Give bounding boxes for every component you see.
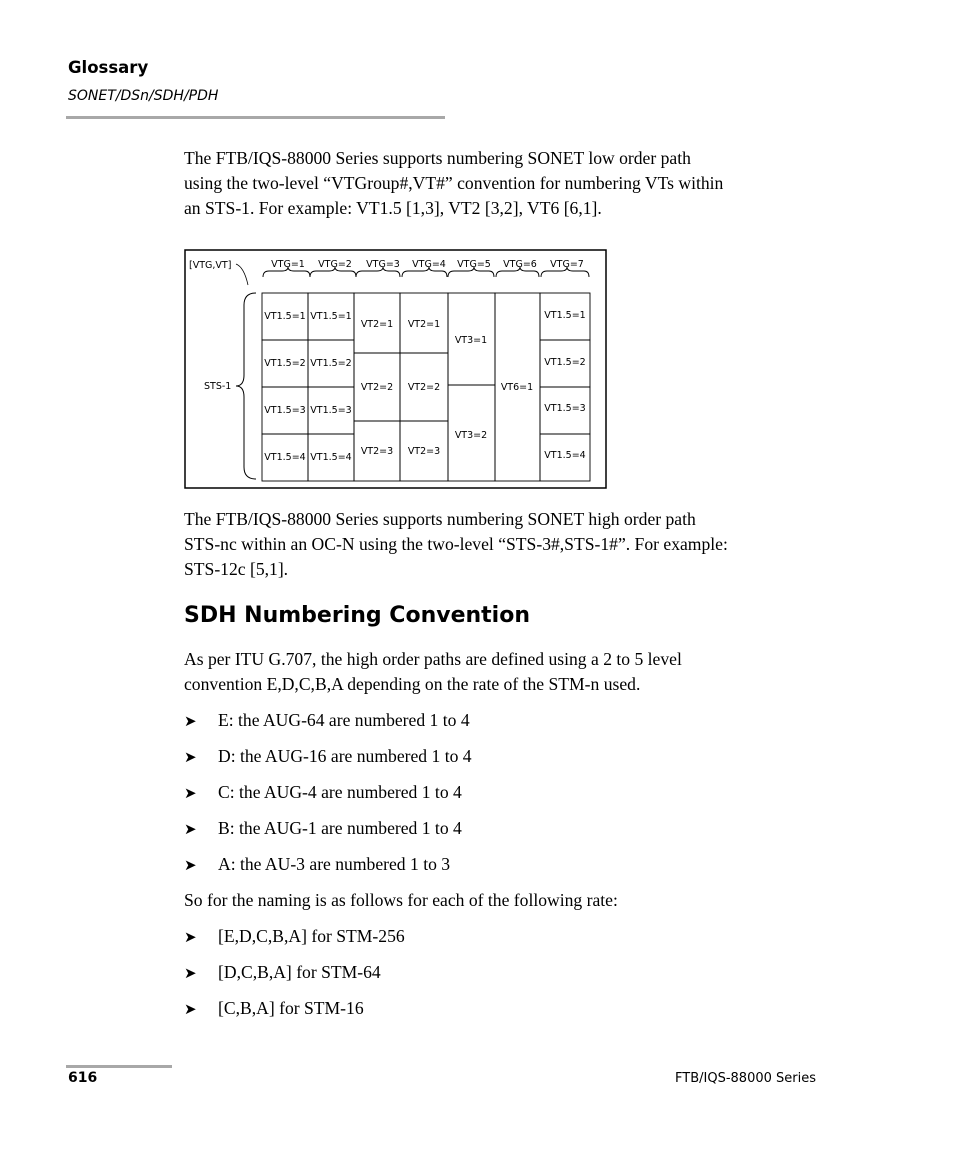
list-item-text: [D,C,B,A] for STM-64: [218, 962, 381, 982]
high-order-paragraph: [184, 507, 834, 582]
vt-cell-label: VT2=1: [360, 319, 394, 330]
group-label: VTG=3: [366, 259, 400, 270]
high-order-line: STS-nc within an OC-N using the two-level “STS-3#,STS-1#”. For example:: [184, 534, 728, 554]
vt-cell-label: VT6=1: [500, 382, 534, 393]
bullet-arrow-icon: ➤: [184, 928, 197, 946]
row-label: STS-1: [204, 381, 232, 392]
list-item: [184, 708, 470, 734]
intro-paragraph: [184, 146, 834, 221]
group-label: VTG=4: [412, 259, 446, 270]
vt-cell-label: VT1.5=2: [310, 358, 352, 369]
list-item-text: B: the AUG-1 are numbered 1 to 4: [218, 818, 462, 838]
section-heading: SDH Numbering Convention: [184, 603, 530, 628]
list-item-text: [E,D,C,B,A] for STM-256: [218, 926, 405, 946]
vt-numbering-diagram: [184, 249, 608, 490]
vt-cell-label: VT1.5=1: [264, 311, 306, 322]
list-item: [184, 852, 450, 878]
group-label: VTG=2: [318, 259, 352, 270]
vt-cell-label: VT2=3: [407, 446, 441, 457]
vt-cell-label: VT2=2: [407, 382, 441, 393]
high-order-line: The FTB/IQS-88000 Series supports numbering SONET high order path: [184, 509, 696, 529]
list-item-text: D: the AUG-16 are numbered 1 to 4: [218, 746, 472, 766]
sdh-line: As per ITU G.707, the high order paths are defined using a 2 to 5 level: [184, 649, 682, 669]
page-number: 616: [68, 1070, 98, 1086]
intro-line: using the two-level “VTGroup#,VT#” convention for numbering VTs within: [184, 173, 724, 193]
vt-cell-label: VT1.5=1: [310, 311, 352, 322]
vt-cell-label: VT1.5=1: [544, 310, 586, 321]
corner-label: [VTG,VT]: [189, 260, 232, 271]
intro-line: The FTB/IQS-88000 Series supports numbering SONET low order path: [184, 148, 691, 168]
group-label: VTG=5: [457, 259, 491, 270]
sdh-paragraph: [184, 647, 834, 697]
vt-cell-label: VT3=1: [454, 335, 488, 346]
bullet-arrow-icon: ➤: [184, 964, 197, 982]
vt-cell-label: VT1.5=3: [544, 403, 586, 414]
list-item: [184, 996, 364, 1022]
list-item-text: C: the AUG-4 are numbered 1 to 4: [218, 782, 462, 802]
list-item-text: A: the AU-3 are numbered 1 to 3: [218, 854, 451, 874]
naming-paragraph: So for the naming is as follows for each of the following rate:: [184, 890, 618, 910]
header-title: Glossary: [68, 58, 149, 77]
high-order-line: STS-12c [5,1].: [184, 559, 289, 579]
bullet-arrow-icon: ➤: [184, 748, 197, 766]
diagram-frame: [185, 250, 606, 488]
vt-cell-label: VT2=3: [360, 446, 394, 457]
list-item-text: [C,B,A] for STM-16: [218, 998, 364, 1018]
bullet-arrow-icon: ➤: [184, 856, 197, 874]
group-label: VTG=7: [550, 259, 584, 270]
vt-cell-label: VT1.5=4: [264, 452, 306, 463]
intro-line: an STS-1. For example: VT1.5 [1,3], VT2 [3,2], VT6 [6,1].: [184, 198, 602, 218]
vt-cell-label: VT2=2: [360, 382, 394, 393]
group-label: VTG=1: [271, 259, 305, 270]
vt-cell-label: VT2=1: [407, 319, 441, 330]
group-label: VTG=6: [503, 259, 537, 270]
list-item: [184, 960, 381, 986]
vt-cell-label: VT1.5=4: [544, 450, 586, 461]
vt-cell-label: VT1.5=3: [264, 405, 306, 416]
bullet-arrow-icon: ➤: [184, 712, 197, 730]
bullet-arrow-icon: ➤: [184, 1000, 197, 1018]
bullet-arrow-icon: ➤: [184, 820, 197, 838]
sdh-line: convention E,D,C,B,A depending on the rate of the STM-n used.: [184, 674, 641, 694]
list-item: [184, 924, 405, 950]
footer-rule: [66, 1065, 172, 1068]
header-rule: [66, 116, 445, 119]
vt-cell-label: VT1.5=4: [310, 452, 352, 463]
list-item: [184, 780, 462, 806]
list-item-text: E: the AUG-64 are numbered 1 to 4: [218, 710, 470, 730]
list-item: [184, 816, 462, 842]
header-subtitle: SONET/DSn/SDH/PDH: [68, 88, 219, 104]
vt-cell-label: VT1.5=2: [544, 357, 586, 368]
vt-cell-label: VT1.5=2: [264, 358, 306, 369]
vt-cell-label: VT1.5=3: [310, 405, 352, 416]
vt-cell-label: VT3=2: [454, 430, 488, 441]
bullet-arrow-icon: ➤: [184, 784, 197, 802]
footer-doc-name: FTB/IQS-88000 Series: [675, 1071, 816, 1086]
list-item: [184, 744, 472, 770]
